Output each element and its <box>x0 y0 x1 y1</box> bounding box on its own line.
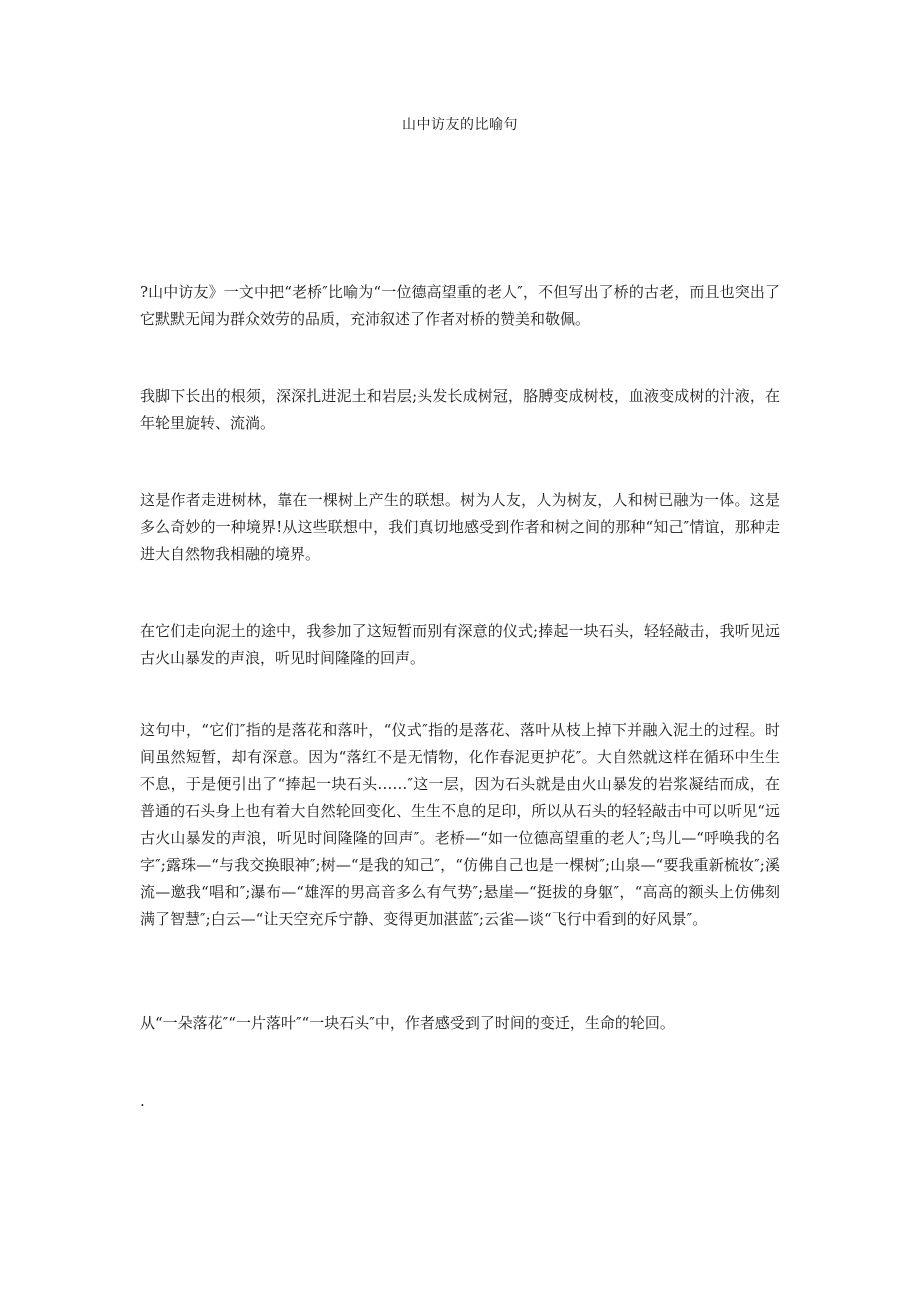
paragraph-4: 在它们走向泥土的途中，我参加了这短暂而别有深意的仪式;捧起一块石头，轻轻敲击，我听见远古火山暴发的声浪，听见时间隆隆的回声。 <box>140 622 780 667</box>
document-title: 山中访友的比喻句 <box>402 117 518 133</box>
trailing-mark: . <box>140 1092 145 1110</box>
paragraph-1: ?山中访友》一文中把“老桥″比喻为“一位德高望重的老人″，不但写出了桥的古老，而且也突出了它默默无闻为群众效劳的品质，充沛叙述了作者对桥的赞美和敬佩。 <box>140 283 780 328</box>
paragraph-5: 这句中，“它们″指的是落花和落叶，“仪式″指的是落花、落叶从枝上掉下并融入泥土的过程。时间虽然短暂，却有深意。因为“落红不是无情物，化作春泥更护花″。大自然就这样在循环中生生不息，于是便引出了“捧起一块石头……″这一层，因为石头就是由火山暴发的岩浆凝结而成，在普通的石头身上也有着大自然轮回变化、生生不息的足印，所以从石头的轻轻敲击中可以听见“远古火山暴发的声浪，听见时间隆隆的回声″。老桥—“如一位德高望重的老人″;鸟儿—“呼唤我的名字″;露珠—“与我交换眼神″;树—“是我的知己″，“仿佛自己也是一棵树″;山泉—“要我重新梳妆″;溪流—邀我“唱和″;瀑布—“雄浑的男高音多么有气势″;悬崖—“挺拔的身躯″，“高高的额头上仿佛刻满了智慧″;白云—“让天空充斥宁静、变得更加湛蓝″;云雀—谈“飞行中看到的好风景″。 <box>140 721 780 928</box>
paragraph-2: 我脚下长出的根须，深深扎进泥土和岩层;头发长成树冠，胳膊变成树枝，血液变成树的汁液，在年轮里旋转、流淌。 <box>140 387 780 432</box>
paragraph-6: 从“一朵落花″“一片落叶″“一块石头″中，作者感受到了时间的变迁，生命的轮回。 <box>140 1014 675 1032</box>
paragraph-3: 这是作者走进树林，靠在一棵树上产生的联想。树为人友，人为树友，人和树已融为一体。这是多么奇妙的一种境界!从这些联想中，我们真切地感受到作者和树之间的那种“知己″情谊，那种走进大自然物我相融的境界。 <box>140 491 780 563</box>
